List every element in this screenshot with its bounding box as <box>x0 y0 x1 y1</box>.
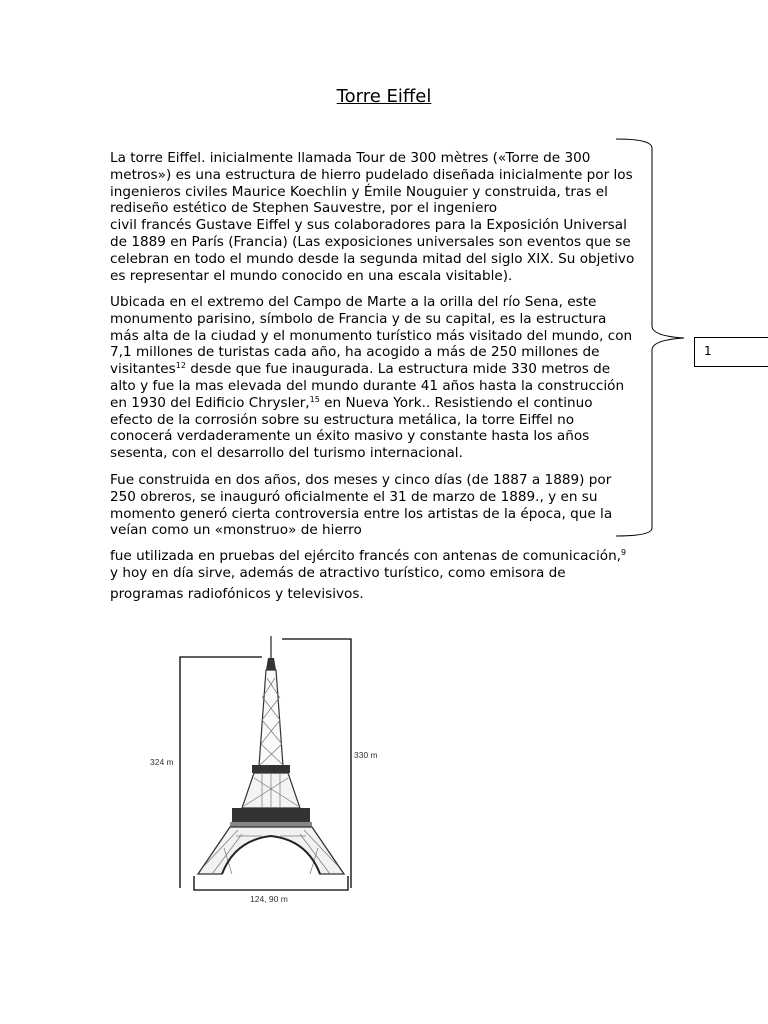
text-line: sesenta, con el desarrollo del turismo internacional. <box>110 445 463 462</box>
text-run: en Nueva York.. Resistiendo el continuo <box>319 394 593 411</box>
text-line: celebran en todo el mundo desde la segunda mitad del siglo XIX. Su objetivo <box>110 250 635 267</box>
text-run: fue utilizada en pruebas del ejército francés con antenas de comunicación, <box>110 548 622 564</box>
text-line: ingenieros civiles Maurice Koechlin y Émile Nouguier y construida, tras el <box>110 183 608 200</box>
paragraph-location <box>110 294 662 462</box>
paragraph-intro <box>110 150 662 284</box>
text-line: Fue construida en dos años, dos meses y cinco días (de 1887 a 1889) por <box>110 472 612 488</box>
footnote-ref[interactable]: 15 <box>309 394 320 404</box>
comment-bracket <box>612 136 694 540</box>
text-line: más alta de la ciudad y el monumento turístico más visitado del mundo, con <box>110 327 633 344</box>
text-run: desde que fue inaugurada. La estructura mide 330 metros de <box>185 361 611 378</box>
paragraph-uses <box>110 548 662 602</box>
text-line: metros») es una estructura de hierro pudelado diseñada inicialmente por los <box>110 166 633 183</box>
document-title: Torre Eiffel <box>336 86 432 107</box>
comment-box[interactable] <box>694 337 768 367</box>
text-line: conocerá verdaderamente un éxito masivo y constante hasta los años <box>110 428 590 445</box>
text-line: momento generó cierta controversia entre los artistas de la época, que la <box>110 505 613 522</box>
base-width-label: 124, 90 m <box>250 894 288 904</box>
text-line: 250 obreros, se inauguró oficialmente el 31 de marzo de 1889., y en su <box>110 488 598 505</box>
text-line: monumento parisino, símbolo de Francia y de su capital, es la estructura <box>110 310 607 327</box>
text-line <box>110 361 662 378</box>
eiffel-tower-figure <box>112 608 434 910</box>
paragraph-construction <box>110 472 662 539</box>
height-left-label: 324 m <box>150 757 174 767</box>
text-line: es representar el mundo conocido en una escala visitable). <box>110 267 513 284</box>
text-line: alto y fue la mas elevada del mundo durante 41 años hasta la construcción <box>110 377 625 394</box>
footnote-ref[interactable]: 9 <box>621 548 627 557</box>
text-run: visitantes <box>110 361 176 378</box>
text-line: civil francés Gustave Eiffel y sus colaboradores para la Exposición Universal <box>110 217 627 234</box>
footnote-ref[interactable]: 12 <box>175 361 186 371</box>
text-line <box>110 548 662 565</box>
text-line: veían como un «monstruo» de hierro <box>110 522 362 539</box>
text-line: efecto de la corrosión sobre su estructura metálica, la torre Eiffel no <box>110 411 575 428</box>
height-right-label: 330 m <box>354 750 378 760</box>
text-line: de 1889 en París (Francia) (Las exposiciones universales son eventos que se <box>110 233 631 250</box>
text-line: rediseño estético de Stephen Sauvestre, por el ingeniero <box>110 200 498 217</box>
text-line: La torre Eiffel. inicialmente llamada Tour de 300 mètres («Torre de 300 <box>110 150 591 166</box>
text-line: programas radiofónicos y televisivos. <box>110 585 364 602</box>
text-run: en 1930 del Edificio Chrysler, <box>110 394 310 411</box>
text-line: y hoy en día sirve, además de atractivo turístico, como emisora de <box>110 564 566 581</box>
text-line: 7,1 millones de turistas cada año, ha acogido a más de 250 millones de <box>110 344 600 361</box>
comment-label: 1 <box>704 344 712 358</box>
eiffel-tower-drawing <box>198 636 344 874</box>
text-line <box>110 395 662 412</box>
text-line: Ubicada en el extremo del Campo de Marte a la orilla del río Sena, este <box>110 294 597 310</box>
base-width-bracket <box>194 876 348 890</box>
